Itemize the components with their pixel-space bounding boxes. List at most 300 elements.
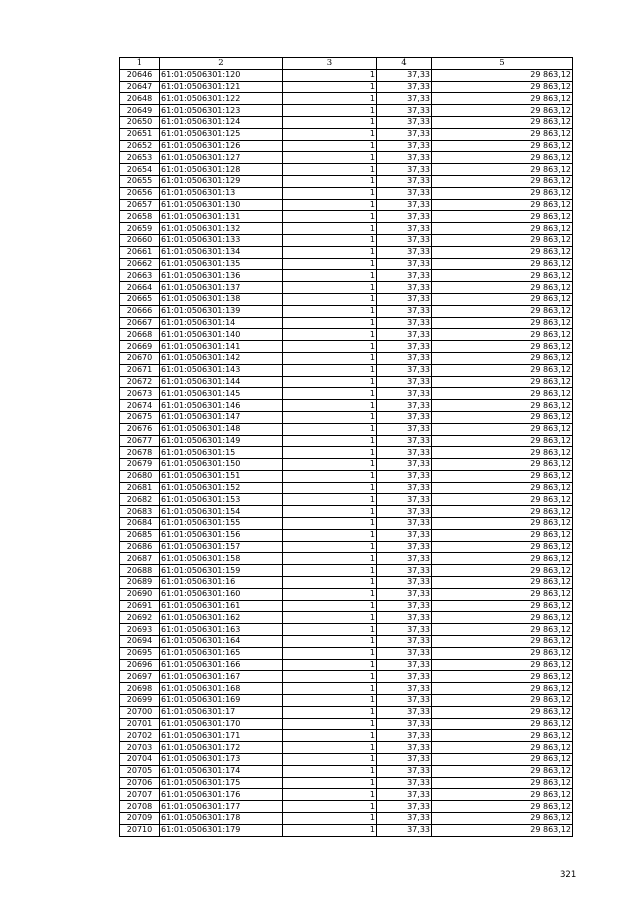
- cadastral-number-cell: 61:01:0506301:159: [160, 565, 283, 577]
- area-cell: 37,33: [377, 199, 432, 211]
- cadastral-number-cell: 61:01:0506301:157: [160, 541, 283, 553]
- value-cell: 29 863,12: [432, 695, 573, 707]
- value-cell: 29 863,12: [432, 683, 573, 695]
- quantity-cell: 1: [283, 140, 377, 152]
- area-cell: 37,33: [377, 553, 432, 565]
- area-cell: 37,33: [377, 329, 432, 341]
- row-number-cell: 20690: [120, 588, 160, 600]
- value-cell: 29 863,12: [432, 518, 573, 530]
- quantity-cell: 1: [283, 447, 377, 459]
- value-cell: 29 863,12: [432, 423, 573, 435]
- value-cell: 29 863,12: [432, 128, 573, 140]
- cadastral-number-cell: 61:01:0506301:15: [160, 447, 283, 459]
- row-number-cell: 20659: [120, 223, 160, 235]
- cadastral-number-cell: 61:01:0506301:147: [160, 411, 283, 423]
- quantity-cell: 1: [283, 801, 377, 813]
- cadastral-number-cell: 61:01:0506301:150: [160, 459, 283, 471]
- row-number-cell: 20650: [120, 116, 160, 128]
- cadastral-number-cell: 61:01:0506301:125: [160, 128, 283, 140]
- value-cell: 29 863,12: [432, 140, 573, 152]
- area-cell: 37,33: [377, 588, 432, 600]
- table-row: [120, 824, 573, 836]
- cadastral-number-cell: 61:01:0506301:13: [160, 187, 283, 199]
- row-number-cell: 20682: [120, 494, 160, 506]
- quantity-cell: 1: [283, 400, 377, 412]
- area-cell: 37,33: [377, 93, 432, 105]
- quantity-cell: 1: [283, 152, 377, 164]
- quantity-cell: 1: [283, 423, 377, 435]
- table-body: [120, 69, 573, 836]
- row-number-cell: 20654: [120, 164, 160, 176]
- area-cell: 37,33: [377, 659, 432, 671]
- area-cell: 37,33: [377, 647, 432, 659]
- table-row: [120, 128, 573, 140]
- value-cell: 29 863,12: [432, 588, 573, 600]
- quantity-cell: 1: [283, 270, 377, 282]
- cadastral-number-cell: 61:01:0506301:138: [160, 293, 283, 305]
- quantity-cell: 1: [283, 128, 377, 140]
- value-cell: 29 863,12: [432, 824, 573, 836]
- table-row: [120, 647, 573, 659]
- row-number-cell: 20702: [120, 730, 160, 742]
- area-cell: 37,33: [377, 730, 432, 742]
- table-row: [120, 553, 573, 565]
- value-cell: 29 863,12: [432, 376, 573, 388]
- table-row: [120, 152, 573, 164]
- table-row: [120, 341, 573, 353]
- value-cell: 29 863,12: [432, 69, 573, 81]
- value-cell: 29 863,12: [432, 223, 573, 235]
- row-number-cell: 20648: [120, 93, 160, 105]
- value-cell: 29 863,12: [432, 541, 573, 553]
- quantity-cell: 1: [283, 518, 377, 530]
- row-number-cell: 20704: [120, 754, 160, 766]
- area-cell: 37,33: [377, 506, 432, 518]
- cadastral-number-cell: 61:01:0506301:124: [160, 116, 283, 128]
- area-cell: 37,33: [377, 282, 432, 294]
- table-row: [120, 282, 573, 294]
- quantity-cell: 1: [283, 624, 377, 636]
- cadastral-number-cell: 61:01:0506301:178: [160, 813, 283, 825]
- cadastral-number-cell: 61:01:0506301:132: [160, 223, 283, 235]
- column-header-5: 5: [432, 58, 573, 70]
- area-cell: 37,33: [377, 69, 432, 81]
- area-cell: 37,33: [377, 565, 432, 577]
- row-number-cell: 20671: [120, 364, 160, 376]
- cadastral-number-cell: 61:01:0506301:177: [160, 801, 283, 813]
- cadastral-number-cell: 61:01:0506301:164: [160, 636, 283, 648]
- value-cell: 29 863,12: [432, 199, 573, 211]
- cadastral-number-cell: 61:01:0506301:145: [160, 388, 283, 400]
- cadastral-number-cell: 61:01:0506301:121: [160, 81, 283, 93]
- quantity-cell: 1: [283, 93, 377, 105]
- row-number-cell: 20678: [120, 447, 160, 459]
- row-number-cell: 20652: [120, 140, 160, 152]
- cadastral-number-cell: 61:01:0506301:146: [160, 400, 283, 412]
- row-number-cell: 20669: [120, 341, 160, 353]
- quantity-cell: 1: [283, 199, 377, 211]
- area-cell: 37,33: [377, 258, 432, 270]
- table-row: [120, 317, 573, 329]
- row-number-cell: 20657: [120, 199, 160, 211]
- value-cell: 29 863,12: [432, 164, 573, 176]
- cadastral-number-cell: 61:01:0506301:144: [160, 376, 283, 388]
- row-number-cell: 20706: [120, 777, 160, 789]
- cadastral-number-cell: 61:01:0506301:175: [160, 777, 283, 789]
- area-cell: 37,33: [377, 482, 432, 494]
- column-header-2: 2: [160, 58, 283, 70]
- area-cell: 37,33: [377, 718, 432, 730]
- table-row: [120, 506, 573, 518]
- quantity-cell: 1: [283, 577, 377, 589]
- quantity-cell: 1: [283, 246, 377, 258]
- quantity-cell: 1: [283, 706, 377, 718]
- value-cell: 29 863,12: [432, 636, 573, 648]
- area-cell: 37,33: [377, 777, 432, 789]
- row-number-cell: 20649: [120, 105, 160, 117]
- page-number: 321: [560, 870, 577, 880]
- cadastral-number-cell: 61:01:0506301:122: [160, 93, 283, 105]
- quantity-cell: 1: [283, 588, 377, 600]
- cadastral-number-cell: 61:01:0506301:143: [160, 364, 283, 376]
- table-row: [120, 600, 573, 612]
- cadastral-number-cell: 61:01:0506301:133: [160, 234, 283, 246]
- cadastral-number-cell: 61:01:0506301:155: [160, 518, 283, 530]
- row-number-cell: 20673: [120, 388, 160, 400]
- area-cell: 37,33: [377, 175, 432, 187]
- value-cell: 29 863,12: [432, 813, 573, 825]
- area-cell: 37,33: [377, 116, 432, 128]
- row-number-cell: 20665: [120, 293, 160, 305]
- quantity-cell: 1: [283, 305, 377, 317]
- column-header-3: 3: [283, 58, 377, 70]
- row-number-cell: 20686: [120, 541, 160, 553]
- row-number-cell: 20677: [120, 435, 160, 447]
- value-cell: 29 863,12: [432, 612, 573, 624]
- table-row: [120, 577, 573, 589]
- table-row: [120, 801, 573, 813]
- row-number-cell: 20710: [120, 824, 160, 836]
- value-cell: 29 863,12: [432, 411, 573, 423]
- quantity-cell: 1: [283, 282, 377, 294]
- value-cell: 29 863,12: [432, 93, 573, 105]
- quantity-cell: 1: [283, 718, 377, 730]
- value-cell: 29 863,12: [432, 364, 573, 376]
- value-cell: 29 863,12: [432, 388, 573, 400]
- area-cell: 37,33: [377, 577, 432, 589]
- table-row: [120, 518, 573, 530]
- area-cell: 37,33: [377, 152, 432, 164]
- value-cell: 29 863,12: [432, 553, 573, 565]
- quantity-cell: 1: [283, 553, 377, 565]
- area-cell: 37,33: [377, 742, 432, 754]
- row-number-cell: 20674: [120, 400, 160, 412]
- table-row: [120, 494, 573, 506]
- quantity-cell: 1: [283, 293, 377, 305]
- value-cell: 29 863,12: [432, 187, 573, 199]
- row-number-cell: 20696: [120, 659, 160, 671]
- quantity-cell: 1: [283, 600, 377, 612]
- quantity-cell: 1: [283, 671, 377, 683]
- value-cell: 29 863,12: [432, 81, 573, 93]
- cadastral-number-cell: 61:01:0506301:148: [160, 423, 283, 435]
- area-cell: 37,33: [377, 636, 432, 648]
- area-cell: 37,33: [377, 246, 432, 258]
- cadastral-number-cell: 61:01:0506301:130: [160, 199, 283, 211]
- cadastral-number-cell: 61:01:0506301:152: [160, 482, 283, 494]
- quantity-cell: 1: [283, 824, 377, 836]
- row-number-cell: 20699: [120, 695, 160, 707]
- cadastral-number-cell: 61:01:0506301:162: [160, 612, 283, 624]
- quantity-cell: 1: [283, 388, 377, 400]
- area-cell: 37,33: [377, 376, 432, 388]
- value-cell: 29 863,12: [432, 400, 573, 412]
- table-row: [120, 565, 573, 577]
- table-row: [120, 305, 573, 317]
- cadastral-number-cell: 61:01:0506301:154: [160, 506, 283, 518]
- table-row: [120, 293, 573, 305]
- area-cell: 37,33: [377, 187, 432, 199]
- cadastral-number-cell: 61:01:0506301:126: [160, 140, 283, 152]
- row-number-cell: 20708: [120, 801, 160, 813]
- area-cell: 37,33: [377, 364, 432, 376]
- area-cell: 37,33: [377, 411, 432, 423]
- row-number-cell: 20691: [120, 600, 160, 612]
- row-number-cell: 20693: [120, 624, 160, 636]
- cadastral-number-cell: 61:01:0506301:174: [160, 765, 283, 777]
- quantity-cell: 1: [283, 164, 377, 176]
- area-cell: 37,33: [377, 695, 432, 707]
- row-number-cell: 20681: [120, 482, 160, 494]
- row-number-cell: 20695: [120, 647, 160, 659]
- row-number-cell: 20658: [120, 211, 160, 223]
- area-cell: 37,33: [377, 765, 432, 777]
- area-cell: 37,33: [377, 624, 432, 636]
- value-cell: 29 863,12: [432, 447, 573, 459]
- area-cell: 37,33: [377, 164, 432, 176]
- area-cell: 37,33: [377, 789, 432, 801]
- row-number-cell: 20675: [120, 411, 160, 423]
- cadastral-number-cell: 61:01:0506301:161: [160, 600, 283, 612]
- value-cell: 29 863,12: [432, 116, 573, 128]
- quantity-cell: 1: [283, 730, 377, 742]
- cadastral-number-cell: 61:01:0506301:156: [160, 529, 283, 541]
- row-number-cell: 20656: [120, 187, 160, 199]
- value-cell: 29 863,12: [432, 305, 573, 317]
- area-cell: 37,33: [377, 671, 432, 683]
- quantity-cell: 1: [283, 364, 377, 376]
- row-number-cell: 20689: [120, 577, 160, 589]
- quantity-cell: 1: [283, 411, 377, 423]
- cadastral-number-cell: 61:01:0506301:123: [160, 105, 283, 117]
- value-cell: 29 863,12: [432, 352, 573, 364]
- cadastral-number-cell: 61:01:0506301:129: [160, 175, 283, 187]
- cadastral-number-cell: 61:01:0506301:142: [160, 352, 283, 364]
- value-cell: 29 863,12: [432, 754, 573, 766]
- cadastral-number-cell: 61:01:0506301:169: [160, 695, 283, 707]
- table-row: [120, 423, 573, 435]
- value-cell: 29 863,12: [432, 565, 573, 577]
- table-row: [120, 246, 573, 258]
- table-row: [120, 234, 573, 246]
- value-cell: 29 863,12: [432, 258, 573, 270]
- quantity-cell: 1: [283, 765, 377, 777]
- table-row: [120, 541, 573, 553]
- row-number-cell: 20672: [120, 376, 160, 388]
- table-row: [120, 482, 573, 494]
- cadastral-number-cell: 61:01:0506301:167: [160, 671, 283, 683]
- area-cell: 37,33: [377, 341, 432, 353]
- value-cell: 29 863,12: [432, 105, 573, 117]
- value-cell: 29 863,12: [432, 577, 573, 589]
- cadastral-number-cell: 61:01:0506301:140: [160, 329, 283, 341]
- cadastral-number-cell: 61:01:0506301:179: [160, 824, 283, 836]
- area-cell: 37,33: [377, 612, 432, 624]
- value-cell: 29 863,12: [432, 600, 573, 612]
- value-cell: 29 863,12: [432, 234, 573, 246]
- value-cell: 29 863,12: [432, 789, 573, 801]
- column-header-4: 4: [377, 58, 432, 70]
- area-cell: 37,33: [377, 518, 432, 530]
- area-cell: 37,33: [377, 352, 432, 364]
- row-number-cell: 20660: [120, 234, 160, 246]
- area-cell: 37,33: [377, 683, 432, 695]
- row-number-cell: 20663: [120, 270, 160, 282]
- value-cell: 29 863,12: [432, 801, 573, 813]
- area-cell: 37,33: [377, 459, 432, 471]
- table-row: [120, 258, 573, 270]
- cadastral-number-cell: 61:01:0506301:131: [160, 211, 283, 223]
- quantity-cell: 1: [283, 376, 377, 388]
- value-cell: 29 863,12: [432, 470, 573, 482]
- row-number-cell: 20705: [120, 765, 160, 777]
- row-number-cell: 20687: [120, 553, 160, 565]
- quantity-cell: 1: [283, 565, 377, 577]
- quantity-cell: 1: [283, 329, 377, 341]
- table-header-row: [120, 58, 573, 70]
- cadastral-number-cell: 61:01:0506301:176: [160, 789, 283, 801]
- quantity-cell: 1: [283, 789, 377, 801]
- cadastral-number-cell: 61:01:0506301:166: [160, 659, 283, 671]
- table-row: [120, 116, 573, 128]
- cadastral-number-cell: 61:01:0506301:136: [160, 270, 283, 282]
- area-cell: 37,33: [377, 81, 432, 93]
- row-number-cell: 20668: [120, 329, 160, 341]
- area-cell: 37,33: [377, 305, 432, 317]
- value-cell: 29 863,12: [432, 659, 573, 671]
- quantity-cell: 1: [283, 813, 377, 825]
- value-cell: 29 863,12: [432, 529, 573, 541]
- table-row: [120, 730, 573, 742]
- cadastral-number-cell: 61:01:0506301:160: [160, 588, 283, 600]
- quantity-cell: 1: [283, 352, 377, 364]
- value-cell: 29 863,12: [432, 211, 573, 223]
- quantity-cell: 1: [283, 116, 377, 128]
- area-cell: 37,33: [377, 600, 432, 612]
- cadastral-number-cell: 61:01:0506301:17: [160, 706, 283, 718]
- area-cell: 37,33: [377, 435, 432, 447]
- row-number-cell: 20701: [120, 718, 160, 730]
- cadastral-number-cell: 61:01:0506301:168: [160, 683, 283, 695]
- value-cell: 29 863,12: [432, 506, 573, 518]
- row-number-cell: 20703: [120, 742, 160, 754]
- value-cell: 29 863,12: [432, 282, 573, 294]
- row-number-cell: 20676: [120, 423, 160, 435]
- table-row: [120, 813, 573, 825]
- value-cell: 29 863,12: [432, 317, 573, 329]
- area-cell: 37,33: [377, 447, 432, 459]
- value-cell: 29 863,12: [432, 742, 573, 754]
- quantity-cell: 1: [283, 459, 377, 471]
- row-number-cell: 20698: [120, 683, 160, 695]
- row-number-cell: 20683: [120, 506, 160, 518]
- table-row: [120, 624, 573, 636]
- value-cell: 29 863,12: [432, 647, 573, 659]
- area-cell: 37,33: [377, 105, 432, 117]
- quantity-cell: 1: [283, 647, 377, 659]
- row-number-cell: 20666: [120, 305, 160, 317]
- value-cell: 29 863,12: [432, 765, 573, 777]
- cadastral-number-cell: 61:01:0506301:171: [160, 730, 283, 742]
- table-row: [120, 364, 573, 376]
- table-row: [120, 695, 573, 707]
- quantity-cell: 1: [283, 482, 377, 494]
- quantity-cell: 1: [283, 695, 377, 707]
- quantity-cell: 1: [283, 529, 377, 541]
- value-cell: 29 863,12: [432, 246, 573, 258]
- row-number-cell: 20664: [120, 282, 160, 294]
- quantity-cell: 1: [283, 175, 377, 187]
- area-cell: 37,33: [377, 223, 432, 235]
- quantity-cell: 1: [283, 777, 377, 789]
- row-number-cell: 20655: [120, 175, 160, 187]
- table-row: [120, 270, 573, 282]
- row-number-cell: 20685: [120, 529, 160, 541]
- table-row: [120, 671, 573, 683]
- value-cell: 29 863,12: [432, 341, 573, 353]
- cadastral-number-cell: 61:01:0506301:151: [160, 470, 283, 482]
- cadastral-number-cell: 61:01:0506301:137: [160, 282, 283, 294]
- table-row: [120, 789, 573, 801]
- quantity-cell: 1: [283, 636, 377, 648]
- column-header-1: 1: [120, 58, 160, 70]
- cadastral-number-cell: 61:01:0506301:127: [160, 152, 283, 164]
- table-row: [120, 470, 573, 482]
- quantity-cell: 1: [283, 223, 377, 235]
- area-cell: 37,33: [377, 293, 432, 305]
- table-row: [120, 683, 573, 695]
- table-row: [120, 329, 573, 341]
- table-row: [120, 659, 573, 671]
- cadastral-number-cell: 61:01:0506301:16: [160, 577, 283, 589]
- value-cell: 29 863,12: [432, 494, 573, 506]
- table-row: [120, 352, 573, 364]
- row-number-cell: 20692: [120, 612, 160, 624]
- value-cell: 29 863,12: [432, 730, 573, 742]
- cadastral-number-cell: 61:01:0506301:173: [160, 754, 283, 766]
- row-number-cell: 20688: [120, 565, 160, 577]
- quantity-cell: 1: [283, 612, 377, 624]
- area-cell: 37,33: [377, 317, 432, 329]
- quantity-cell: 1: [283, 341, 377, 353]
- row-number-cell: 20651: [120, 128, 160, 140]
- table-row: [120, 376, 573, 388]
- table-row: [120, 411, 573, 423]
- table-row: [120, 529, 573, 541]
- quantity-cell: 1: [283, 317, 377, 329]
- cadastral-number-cell: 61:01:0506301:134: [160, 246, 283, 258]
- quantity-cell: 1: [283, 494, 377, 506]
